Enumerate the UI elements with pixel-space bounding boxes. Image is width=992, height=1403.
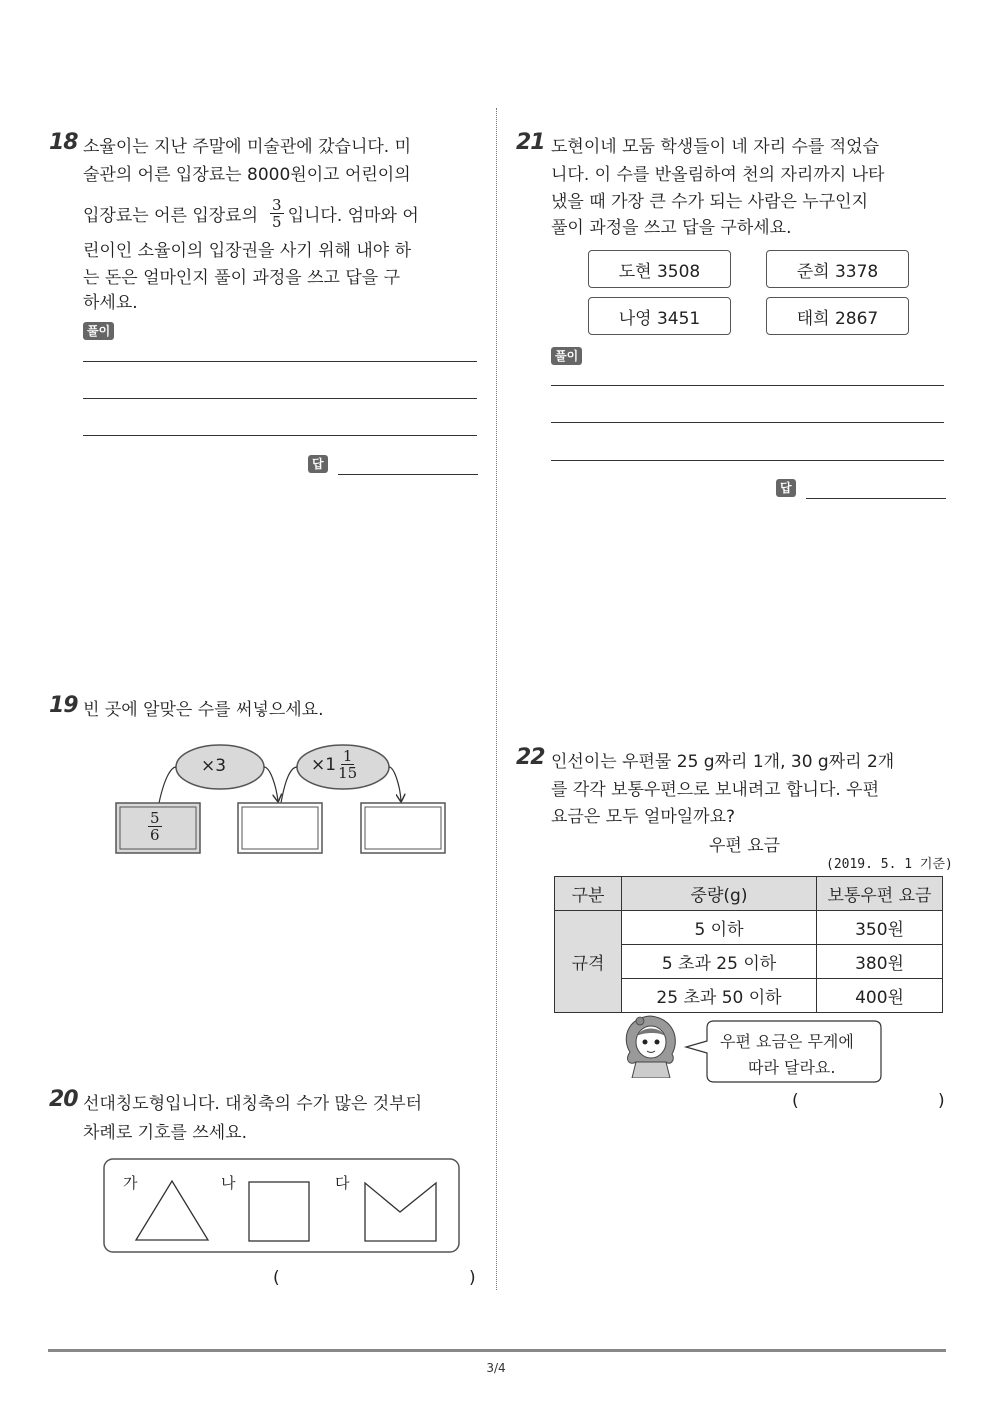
q18-solution-line-3[interactable] bbox=[83, 435, 477, 436]
footer-rule bbox=[48, 1349, 946, 1352]
q20-text-line1: 선대칭도형입니다. 대칭축의 수가 많은 것부터 bbox=[83, 1094, 423, 1114]
q22-table-note: (2019. 5. 1 기준) bbox=[826, 857, 953, 872]
q19-op1-label: ×3 bbox=[201, 756, 227, 776]
table-cell-weight: 5 초과 25 이하 bbox=[622, 945, 817, 979]
q18-text-line3a: 입장료는 어른 입장료의 bbox=[83, 206, 259, 226]
table-row bbox=[555, 911, 943, 945]
q19-blank-box-2[interactable] bbox=[361, 803, 445, 853]
q18-text-line3b: 입니다. 엄마와 어 bbox=[287, 206, 419, 226]
table-cell-fee: 380원 bbox=[817, 945, 943, 979]
q22-table-title: 우편 요금 bbox=[709, 836, 781, 856]
q22-answer-paren-close: ) bbox=[938, 1091, 945, 1111]
q19-arrow1-end bbox=[264, 767, 278, 801]
q19-text: 빈 곳에 알맞은 수를 써넣으세요. bbox=[83, 700, 324, 720]
table-header-weight: 중량(g) bbox=[622, 877, 817, 911]
table-cell-weight: 5 이하 bbox=[622, 911, 817, 945]
q18-answer-tag: 답 bbox=[308, 455, 328, 473]
q19-diagram bbox=[110, 740, 455, 860]
q20-shapes-panel bbox=[102, 1157, 462, 1255]
q20-label-na: 나 bbox=[221, 1174, 236, 1192]
q21-number: 21 bbox=[516, 130, 545, 155]
table-header-row bbox=[555, 877, 943, 911]
q19-start-fraction bbox=[148, 810, 162, 843]
q22-text-line2: 를 각각 보통우편으로 보내려고 합니다. 우편 bbox=[551, 780, 880, 800]
column-divider bbox=[496, 108, 497, 1290]
q20-answer-field[interactable] bbox=[285, 1268, 465, 1290]
q21-text-line3: 냈을 때 가장 큰 수가 되는 사람은 누구인지 bbox=[551, 192, 869, 212]
q19-start-denominator: 6 bbox=[150, 826, 160, 844]
q18-number: 18 bbox=[49, 130, 78, 155]
q21-student-box-junhee: 준희 3378 bbox=[766, 250, 909, 288]
table-cell-weight: 25 초과 50 이하 bbox=[622, 979, 817, 1013]
q19-start-numerator: 5 bbox=[150, 809, 160, 827]
table-cell-fee: 400원 bbox=[817, 979, 943, 1013]
q18-solution-line-1[interactable] bbox=[83, 361, 477, 362]
girl-character-illustration bbox=[620, 1012, 682, 1078]
q21-text-line1: 도현이네 모둠 학생들이 네 자리 수를 적었습 bbox=[551, 137, 880, 157]
q20-text-line2: 차례로 기호를 쓰세요. bbox=[83, 1123, 248, 1143]
table-group-standard: 규격 bbox=[555, 911, 622, 1013]
q19-op2-numerator: 1 bbox=[342, 747, 353, 765]
q19-op2-label bbox=[311, 748, 357, 781]
q21-text-line4: 풀이 과정을 쓰고 답을 구하세요. bbox=[551, 218, 792, 238]
q21-solution-line-1[interactable] bbox=[551, 385, 944, 386]
q18-text-line1: 소율이는 지난 주말에 미술관에 갔습니다. 미 bbox=[83, 137, 412, 157]
q19-start-value bbox=[148, 810, 162, 843]
q18-solution-line-2[interactable] bbox=[83, 398, 477, 399]
q20-answer-paren-open: ( bbox=[273, 1268, 280, 1288]
table-header-fee: 보통우편 요금 bbox=[817, 877, 943, 911]
q22-number: 22 bbox=[516, 745, 545, 770]
q21-text-line2: 니다. 이 수를 반올림하여 천의 자리까지 나타 bbox=[551, 165, 885, 185]
q18-text-line4: 린이인 소율이의 입장권을 사기 위해 내야 하 bbox=[83, 241, 412, 261]
q21-student-box-dohyun: 도현 3508 bbox=[588, 250, 731, 288]
table-cell-fee: 350원 bbox=[817, 911, 943, 945]
q18-fraction-numerator: 3 bbox=[272, 196, 282, 214]
q18-solution-tag: 풀이 bbox=[83, 322, 114, 340]
q22-answer-field[interactable] bbox=[804, 1091, 934, 1113]
q18-fraction bbox=[270, 197, 284, 230]
q19-arrow2-start bbox=[281, 767, 297, 803]
q19-op2-denominator: 15 bbox=[338, 764, 358, 782]
table-header-category: 구분 bbox=[555, 877, 622, 911]
q21-answer-tag: 답 bbox=[776, 479, 796, 497]
q22-text-line3: 요금은 모두 얼마일까요? bbox=[551, 807, 736, 827]
q21-solution-tag: 풀이 bbox=[551, 347, 582, 365]
q18-text-line5: 는 돈은 얼마인지 풀이 과정을 쓰고 답을 구 bbox=[83, 268, 401, 288]
speech-line1: 우편 요금은 무게에 bbox=[720, 1032, 854, 1051]
q18-text-line2: 술관의 어른 입장료는 8000원이고 어린이의 bbox=[83, 165, 411, 185]
q20-number: 20 bbox=[49, 1087, 78, 1112]
page-number: 3/4 bbox=[486, 1361, 506, 1375]
q19-arrow2-end bbox=[389, 767, 401, 801]
speech-line2: 따라 달라요. bbox=[748, 1058, 836, 1077]
q21-solution-line-3[interactable] bbox=[551, 460, 944, 461]
q19-blank-box-1[interactable] bbox=[238, 803, 322, 853]
q22-fee-table bbox=[554, 876, 943, 1013]
q22-text-line1: 인선이는 우편물 25 g짜리 1개, 30 g짜리 2개 bbox=[551, 752, 895, 772]
q20-answer-paren-close: ) bbox=[469, 1268, 476, 1288]
q18-answer-line[interactable] bbox=[338, 474, 478, 475]
q22-answer-paren-open: ( bbox=[792, 1091, 799, 1111]
q18-text-line3 bbox=[83, 197, 419, 230]
q19-op2-fraction bbox=[338, 748, 357, 781]
q21-solution-line-2[interactable] bbox=[551, 422, 944, 423]
q21-answer-line[interactable] bbox=[806, 498, 946, 499]
q18-text-line6: 하세요. bbox=[83, 293, 138, 313]
q21-student-box-nayoung: 나영 3451 bbox=[588, 297, 731, 335]
q20-shape-triangle bbox=[136, 1181, 208, 1240]
q20-label-ga: 가 bbox=[123, 1174, 138, 1192]
q20-shape-square bbox=[249, 1182, 309, 1241]
q19-arrow1-start bbox=[159, 767, 176, 803]
q20-shape-pentagon bbox=[365, 1183, 436, 1241]
q18-fraction-denominator: 5 bbox=[272, 213, 282, 231]
q20-label-da: 다 bbox=[335, 1174, 350, 1192]
q21-student-box-taehee: 태희 2867 bbox=[766, 297, 909, 335]
q19-number: 19 bbox=[49, 693, 78, 718]
q19-op2-whole: ×1 bbox=[311, 754, 337, 775]
